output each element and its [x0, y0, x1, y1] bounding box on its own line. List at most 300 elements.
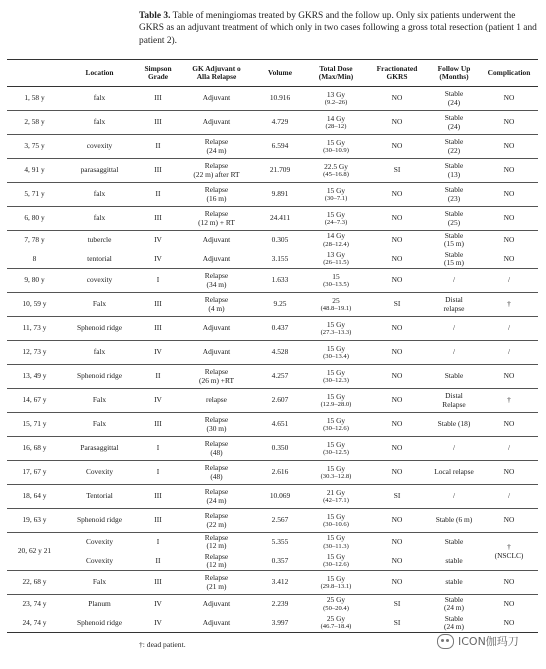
- cell-location-value: Covexity: [85, 537, 114, 547]
- cell-simpson-value: I: [156, 443, 160, 453]
- cell-followup: [428, 183, 480, 207]
- cell-simpson-value: I: [156, 467, 160, 477]
- table-caption: [139, 10, 539, 47]
- cell-fractionated: [366, 293, 428, 317]
- cell-location-value: Sphenoid ridge: [77, 371, 122, 381]
- cell-volume-value: 1.633: [271, 275, 289, 285]
- cell-followup-line: stable: [445, 555, 463, 565]
- cell-simpson-value: IV: [154, 599, 162, 609]
- meningioma-table: [7, 59, 538, 633]
- header-volume: Volume: [268, 67, 292, 77]
- cell-dose-line: 15 Gy: [326, 209, 346, 219]
- cell-followup-line: Distal: [445, 295, 463, 305]
- cell-gk: [179, 159, 254, 183]
- cell-followup: [428, 159, 480, 183]
- cell-patient-value: 18, 64 y: [22, 491, 47, 501]
- cell-location: [62, 111, 137, 135]
- table-row: [7, 509, 538, 533]
- cell-volume-value: 2.239: [271, 599, 289, 609]
- cell-volume-value: 2.567: [271, 515, 289, 525]
- cell-simpson: [137, 341, 179, 365]
- table-row: [7, 389, 538, 413]
- cell-fractionated: [366, 269, 428, 293]
- cell-complication-value: NO: [503, 235, 515, 245]
- cell-volume: [254, 269, 306, 293]
- cell-patient-value: 19, 63 y: [22, 515, 47, 525]
- cell-gk-line: Relapse: [204, 367, 229, 377]
- cell-dose-line: (30–11.3): [323, 542, 349, 550]
- cell-fractionated: [366, 389, 428, 413]
- cell-gk-line: Adjuvant: [202, 617, 231, 627]
- cell-patient-value: 17, 67 y: [22, 467, 47, 477]
- header-patient: [7, 60, 62, 87]
- cell-dose-line: 15 Gy: [326, 137, 346, 147]
- cell-gk: [179, 485, 254, 509]
- cell-complication: [480, 231, 538, 250]
- cell-dose-line: 25 Gy: [326, 613, 346, 623]
- cell-simpson: [137, 533, 179, 552]
- cell-followup-line: /: [452, 491, 456, 501]
- cell-volume: [254, 461, 306, 485]
- cell-gk-line: (22 m) after RT: [193, 169, 240, 179]
- cell-fractionated: [366, 365, 428, 389]
- table-row: [7, 533, 538, 552]
- cell-location: [62, 389, 137, 413]
- table-row: [7, 485, 538, 509]
- cell-dose-line: (12.9–28.0): [320, 400, 352, 408]
- header-simpson: [137, 60, 179, 87]
- cell-fractionated: [366, 509, 428, 533]
- cell-dose: [306, 87, 366, 111]
- table-row: [7, 87, 538, 111]
- header-dose: [306, 60, 366, 87]
- cell-patient-value: 6, 80 y: [24, 213, 45, 223]
- cell-dose-line: 15 Gy: [326, 319, 346, 329]
- cell-location-value: Sphenoid ridge: [77, 515, 122, 525]
- cell-simpson-value: III: [154, 577, 162, 587]
- cell-followup-line: Stable: [444, 113, 464, 123]
- header-simpson-line1: Simpson: [144, 63, 172, 73]
- table-row: [7, 317, 538, 341]
- cell-followup-line: /: [452, 347, 456, 357]
- cell-location: [62, 269, 137, 293]
- cell-volume-value: 9.891: [271, 189, 289, 199]
- cell-dose-line: (29.8–13.1): [320, 582, 352, 590]
- cell-dose-line: 22.5 Gy: [324, 161, 348, 171]
- cell-followup: [428, 341, 480, 365]
- header-dose-line1: Total Dose: [319, 63, 353, 73]
- cell-volume: [254, 365, 306, 389]
- cell-followup: [428, 485, 480, 509]
- cell-dose-line: 15 Gy: [326, 391, 346, 401]
- cell-gk: [179, 183, 254, 207]
- cell-complication-value: †: [507, 395, 511, 405]
- cell-gk-line: Adjuvant: [202, 235, 231, 245]
- cell-dose-line: (42–17.1): [323, 496, 349, 504]
- cell-complication-value: /: [507, 491, 511, 501]
- cell-simpson: [137, 389, 179, 413]
- cell-gk-line: Relapse: [204, 487, 229, 497]
- cell-volume-value: 2.616: [271, 467, 289, 477]
- watermark: [437, 633, 519, 649]
- cell-volume: [254, 317, 306, 341]
- cell-simpson-value: IV: [154, 235, 162, 245]
- cell-followup-line: Stable: [444, 371, 464, 381]
- cell-patient: [7, 159, 62, 183]
- cell-patient: [7, 365, 62, 389]
- cell-fractionated-value: NO: [391, 555, 403, 565]
- cell-followup: [428, 509, 480, 533]
- cell-followup: [428, 614, 480, 633]
- cell-followup-line: Stable (18): [437, 419, 471, 429]
- cell-gk: [179, 111, 254, 135]
- cell-volume-value: 4.257: [271, 371, 289, 381]
- cell-gk-line: (4 m): [208, 303, 225, 313]
- cell-simpson: [137, 250, 179, 269]
- cell-complication-value: /: [507, 347, 511, 357]
- cell-patient-value: 23, 74 y: [22, 599, 47, 609]
- cell-gk-line: Relapse: [204, 185, 229, 195]
- cell-dose-line: 15 Gy: [326, 415, 346, 425]
- cell-followup-line: (24 m): [444, 621, 464, 631]
- cell-complication: [480, 341, 538, 365]
- cell-simpson-value: I: [156, 537, 160, 547]
- cell-followup-line: (13): [447, 169, 461, 179]
- cell-fractionated-value: NO: [391, 443, 403, 453]
- cell-dose-line: (46.7–18.4): [320, 623, 352, 631]
- cell-followup-line: /: [452, 275, 456, 285]
- cell-patient-value: 7, 78 y: [24, 235, 45, 245]
- cell-volume: [254, 293, 306, 317]
- cell-fractionated: [366, 437, 428, 461]
- cell-dose-line: (30–13.5): [323, 280, 349, 288]
- cell-dose-line: (30–12.3): [323, 376, 349, 384]
- cell-location-value: Covexity: [85, 555, 114, 565]
- header-fractionated-line2: GKRS: [386, 72, 408, 81]
- cell-location: [62, 135, 137, 159]
- cell-dose-line: (30–13.4): [323, 352, 349, 360]
- cell-patient: [7, 317, 62, 341]
- cell-complication: [480, 269, 538, 293]
- cell-location: [62, 509, 137, 533]
- cell-location-value: Tentorial: [86, 491, 113, 501]
- cell-volume: [254, 552, 306, 571]
- cell-fractionated: [366, 461, 428, 485]
- cell-complication: [480, 413, 538, 437]
- table-row: [7, 111, 538, 135]
- header-gk-line1: GK Adjuvant o: [192, 63, 241, 73]
- cell-complication: [480, 135, 538, 159]
- cell-dose: [306, 389, 366, 413]
- cell-dose: [306, 509, 366, 533]
- table-row: [7, 207, 538, 231]
- cell-complication: [480, 595, 538, 614]
- cell-followup-line: (15 m): [444, 239, 464, 249]
- cell-followup: [428, 533, 480, 552]
- cell-volume: [254, 87, 306, 111]
- cell-followup: [428, 207, 480, 231]
- cell-simpson: [137, 552, 179, 571]
- cell-gk: [179, 509, 254, 533]
- cell-followup: [428, 135, 480, 159]
- cell-dose: [306, 269, 366, 293]
- cell-simpson-value: III: [154, 213, 162, 223]
- cell-fractionated: [366, 552, 428, 571]
- cell-location: [62, 485, 137, 509]
- cell-fractionated: [366, 183, 428, 207]
- cell-dose: [306, 317, 366, 341]
- cell-volume-value: 4.528: [271, 347, 289, 357]
- table-row: [7, 413, 538, 437]
- cell-dose-line: (30–10.6): [323, 520, 349, 528]
- cell-gk-line: Relapse: [204, 463, 229, 473]
- cell-simpson-value: III: [154, 93, 162, 103]
- cell-volume: [254, 614, 306, 633]
- header-dose-line2: (Max/Min): [318, 72, 354, 81]
- cell-gk-line: Adjuvant: [202, 347, 231, 357]
- cell-volume-value: 5.355: [271, 537, 289, 547]
- cell-dose-line: (30–7.1): [324, 194, 348, 202]
- cell-dose: [306, 595, 366, 614]
- cell-gk: [179, 231, 254, 250]
- table-row: [7, 614, 538, 633]
- cell-patient-value: 9, 80 y: [24, 275, 45, 285]
- cell-location-value: falx: [93, 213, 106, 223]
- cell-fractionated: [366, 231, 428, 250]
- cell-complication: [480, 533, 538, 571]
- cell-simpson: [137, 413, 179, 437]
- cell-dose-line: 25: [332, 295, 340, 305]
- cell-simpson-value: IV: [154, 347, 162, 357]
- cell-dose: [306, 341, 366, 365]
- cell-fractionated-value: NO: [391, 235, 403, 245]
- cell-followup-line: Stable: [444, 231, 464, 241]
- cell-gk-line: Relapse: [204, 415, 229, 425]
- cell-patient: [7, 135, 62, 159]
- cell-dose-line: (28–12): [325, 122, 347, 130]
- cell-gk: [179, 269, 254, 293]
- cell-location: [62, 250, 137, 269]
- cell-complication-value: /: [507, 275, 511, 285]
- cell-location: [62, 207, 137, 231]
- cell-fractionated-value: NO: [391, 515, 403, 525]
- cell-fractionated-value: SI: [393, 617, 401, 627]
- cell-gk-line: Adjuvant: [202, 117, 231, 127]
- cell-volume-value: 2.607: [271, 395, 289, 405]
- cell-volume: [254, 413, 306, 437]
- cell-fractionated: [366, 533, 428, 552]
- cell-location: [62, 552, 137, 571]
- watermark-text: ICON伽玛刀: [458, 635, 519, 648]
- cell-patient: [7, 595, 62, 614]
- cell-fractionated-value: SI: [393, 491, 401, 501]
- cell-location-value: parasaggittal: [80, 165, 119, 175]
- cell-patient-value: 2, 58 y: [24, 117, 45, 127]
- cell-fractionated-value: NO: [391, 323, 403, 333]
- cell-fractionated-value: SI: [393, 599, 401, 609]
- cell-gk-line: (22 m): [206, 519, 227, 529]
- cell-complication: [480, 111, 538, 135]
- cell-complication-value: NO: [503, 419, 515, 429]
- cell-volume: [254, 571, 306, 595]
- cell-dose-line: (30–12.6): [323, 561, 349, 569]
- cell-dose-line: (28–12.4): [323, 240, 349, 248]
- cell-location-value: tubercle: [87, 235, 112, 245]
- cell-gk-line: (30 m): [206, 423, 227, 433]
- cell-patient-value: 15, 71 y: [22, 419, 47, 429]
- cell-gk-line: (24 m): [206, 495, 227, 505]
- cell-complication-value: †: [507, 542, 511, 552]
- cell-location: [62, 461, 137, 485]
- cell-followup-line: stable: [445, 577, 463, 587]
- header-simpson-line2: Grade: [147, 72, 169, 81]
- cell-gk: [179, 293, 254, 317]
- cell-followup-line: Stable: [444, 137, 464, 147]
- cell-followup-line: (23): [447, 193, 461, 203]
- cell-followup: [428, 552, 480, 571]
- cell-location-value: covexity: [86, 141, 113, 151]
- cell-dose: [306, 365, 366, 389]
- cell-location: [62, 533, 137, 552]
- cell-fractionated: [366, 571, 428, 595]
- cell-gk-line: Adjuvant: [202, 599, 231, 609]
- cell-volume-value: 9.25: [273, 299, 287, 309]
- cell-volume: [254, 341, 306, 365]
- cell-location-value: falx: [93, 189, 106, 199]
- cell-fractionated-value: NO: [391, 213, 403, 223]
- cell-volume-value: 6.594: [271, 141, 289, 151]
- cell-fractionated-value: SI: [393, 299, 401, 309]
- cell-gk-line: (12 m): [206, 541, 227, 551]
- cell-followup-line: relapse: [443, 303, 465, 313]
- cell-location: [62, 614, 137, 633]
- cell-location: [62, 341, 137, 365]
- cell-patient-value: 3, 75 y: [24, 141, 45, 151]
- cell-dose-line: (24–7.3): [324, 218, 348, 226]
- cell-simpson-value: III: [154, 419, 162, 429]
- table-row: [7, 183, 538, 207]
- table-body: [7, 87, 538, 633]
- cell-followup-line: /: [452, 443, 456, 453]
- cell-patient-value: 13, 49 y: [22, 371, 47, 381]
- cell-followup-line: Stable: [444, 595, 464, 605]
- cell-gk: [179, 461, 254, 485]
- cell-complication-value: †: [507, 299, 511, 309]
- cell-location-value: Parasaggittal: [80, 443, 119, 453]
- cell-complication: [480, 317, 538, 341]
- cell-location-value: Sphenoid ridge: [77, 617, 122, 627]
- cell-simpson: [137, 183, 179, 207]
- cell-simpson: [137, 293, 179, 317]
- cell-dose-line: (27.3–13.3): [320, 328, 352, 336]
- cell-fractionated-value: NO: [391, 395, 403, 405]
- cell-patient-value: 16, 68 y: [22, 443, 47, 453]
- cell-followup-line: Stable: [444, 249, 464, 259]
- cell-gk-line: (21 m): [206, 581, 227, 591]
- cell-patient-value: 8: [32, 253, 37, 263]
- cell-complication-value: NO: [503, 617, 515, 627]
- cell-dose: [306, 207, 366, 231]
- cell-simpson: [137, 365, 179, 389]
- cell-patient-value: 22, 68 y: [22, 577, 47, 587]
- cell-gk: [179, 552, 254, 571]
- cell-simpson-value: II: [155, 189, 161, 199]
- cell-fractionated-value: NO: [391, 93, 403, 103]
- cell-patient: [7, 269, 62, 293]
- cell-followup: [428, 413, 480, 437]
- cell-gk-line: Relapse: [204, 511, 229, 521]
- cell-location: [62, 87, 137, 111]
- cell-location: [62, 365, 137, 389]
- table-row: [7, 250, 538, 269]
- cell-fractionated: [366, 207, 428, 231]
- header-row: [7, 60, 538, 87]
- cell-fractionated: [366, 159, 428, 183]
- cell-volume-value: 0.437: [271, 323, 289, 333]
- cell-complication-value: NO: [503, 93, 515, 103]
- cell-patient: [7, 509, 62, 533]
- cell-followup: [428, 231, 480, 250]
- cell-gk-line: (26 m) +RT: [199, 375, 234, 385]
- cell-followup-line: (24): [447, 121, 461, 131]
- cell-fractionated-value: NO: [391, 537, 403, 547]
- cell-volume: [254, 485, 306, 509]
- table-row: [7, 437, 538, 461]
- header-fractionated: [366, 60, 428, 87]
- cell-followup: [428, 437, 480, 461]
- cell-dose-line: (48.8–19.1): [320, 304, 352, 312]
- cell-patient: [7, 533, 62, 571]
- cell-gk-line: (12 m) + RT: [198, 217, 235, 227]
- cell-followup-line: (24): [447, 97, 461, 107]
- cell-dose: [306, 413, 366, 437]
- cell-simpson: [137, 269, 179, 293]
- cell-followup-line: (15 m): [444, 257, 464, 267]
- cell-dose: [306, 159, 366, 183]
- cell-followup-line: (22): [447, 145, 461, 155]
- cell-complication-note: (NSCLC): [494, 550, 524, 560]
- cell-fractionated-value: NO: [391, 371, 403, 381]
- table-row: [7, 269, 538, 293]
- cell-location: [62, 231, 137, 250]
- cell-complication-value: NO: [503, 165, 515, 175]
- cell-dose-line: (9.2–26): [324, 98, 348, 106]
- cell-location: [62, 595, 137, 614]
- cell-patient: [7, 614, 62, 633]
- cell-fractionated: [366, 250, 428, 269]
- cell-patient-value: 20, 62 y 21: [17, 546, 52, 556]
- cell-complication-value: NO: [503, 467, 515, 477]
- cell-location-value: Falx: [92, 419, 107, 429]
- cell-followup: [428, 317, 480, 341]
- cell-volume-value: 10.916: [269, 93, 291, 103]
- cell-simpson: [137, 461, 179, 485]
- cell-volume-value: 24.411: [269, 213, 291, 223]
- cell-gk: [179, 365, 254, 389]
- header-followup-line2: (Months): [439, 72, 469, 81]
- cell-simpson-value: III: [154, 323, 162, 333]
- cell-fractionated-value: NO: [391, 419, 403, 429]
- table-row: [7, 159, 538, 183]
- header-complication: Complication: [487, 67, 531, 77]
- cell-patient-value: 4, 91 y: [24, 165, 45, 175]
- cell-volume: [254, 389, 306, 413]
- cell-fractionated: [366, 485, 428, 509]
- cell-dose: [306, 485, 366, 509]
- cell-dose-line: 15 Gy: [326, 185, 346, 195]
- cell-dose: [306, 571, 366, 595]
- cell-volume-value: 4.651: [271, 419, 289, 429]
